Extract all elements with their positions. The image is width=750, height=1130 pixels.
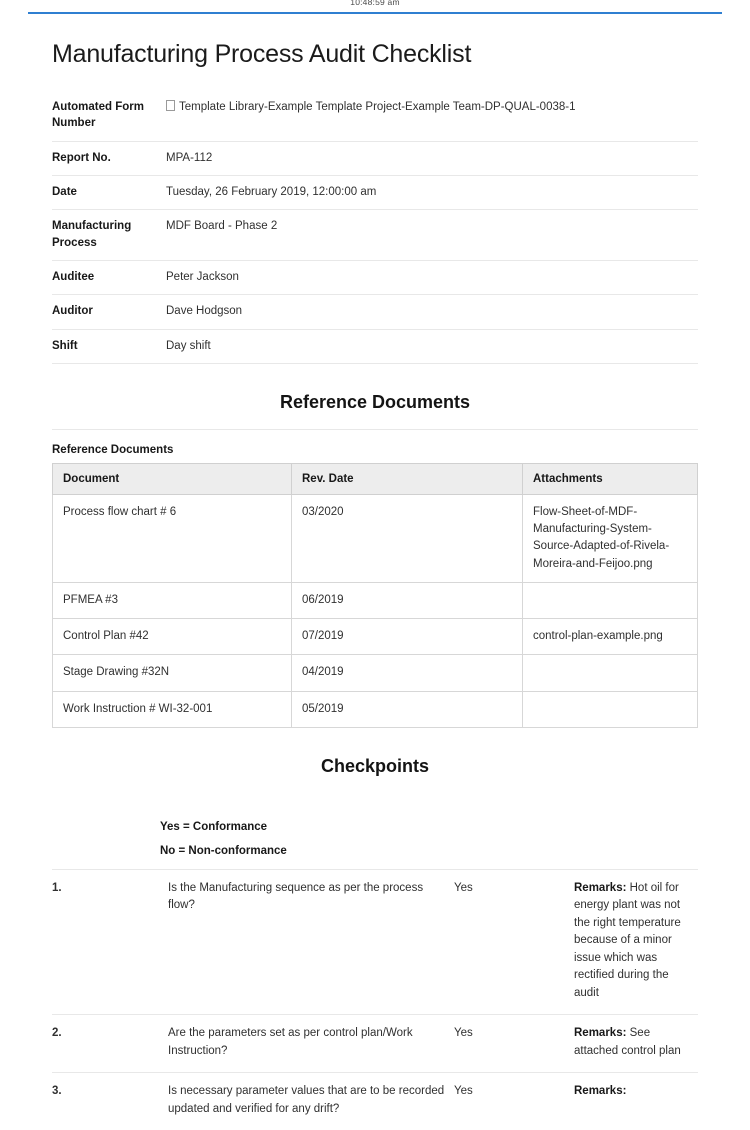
meta-value: MPA-112 [166,141,698,175]
remarks-label: Remarks: [574,1027,627,1040]
remarks-text: Hot oil for energy plant was not the right temperature because of a minor issue which was rectified during the audit [574,881,681,999]
column-header-document: Document [53,463,292,494]
table-row [53,655,698,691]
table-row [53,494,698,582]
column-header-rev-date: Rev. Date [292,463,523,494]
reference-documents-table [52,463,698,728]
meta-label: Auditee [52,260,166,294]
table-row [53,691,698,727]
legend-yes: Yes = Conformance [160,820,268,833]
cell-document: Process flow chart # 6 [53,494,292,582]
legend-no: No = Non-conformance [160,844,287,857]
cell-attachments: Flow-Sheet-of-MDF-Manufacturing-System-Source-Adapted-of-Rivela-Moreira-and-Feijoo.png [523,494,698,582]
meta-value: Dave Hodgson [166,295,698,329]
meta-value [166,91,698,141]
cell-attachments: control-plan-example.png [523,619,698,655]
cell-attachments [523,691,698,727]
checkpoint-number: 1. [52,869,168,1014]
meta-value: MDF Board - Phase 2 [166,210,698,261]
table-row [53,582,698,618]
table-row [52,329,698,363]
checkpoint-answer: Yes [454,1073,574,1130]
checkpoint-remarks [574,869,698,1014]
checkpoint-number: 2. [52,1015,168,1073]
checkpoint-remarks [574,1015,698,1073]
remarks-text: See attached control plan [574,1027,681,1057]
table-row [52,295,698,329]
remarks-label: Remarks: [574,881,627,894]
remarks-label: Remarks: [574,1085,627,1098]
table-row [52,869,698,1014]
print-timestamp: 10:48:59 am [350,0,400,6]
checkpoint-question: Is the Manufacturing sequence as per the process flow? [168,869,454,1014]
meta-label: Automated Form Number [52,91,166,141]
meta-value: Peter Jackson [166,260,698,294]
meta-value-text: Template Library-Example Template Project-Example Team-DP-QUAL-0038-1 [179,101,576,113]
cell-rev-date: 07/2019 [292,619,523,655]
checkpoints-heading: Checkpoints [320,755,430,776]
meta-label: Date [52,175,166,209]
table-row [53,619,698,655]
cell-attachments [523,655,698,691]
table-row [52,91,698,141]
table-row [52,260,698,294]
checkpoint-answer: Yes [454,869,574,1014]
missing-glyph-icon [166,100,175,111]
checkpoint-number: 3. [52,1073,168,1130]
reference-table-caption: Reference Documents [52,443,174,456]
meta-label: Auditor [52,295,166,329]
document-body [0,30,750,1130]
meta-value: Day shift [166,329,698,363]
cell-document: PFMEA #3 [53,582,292,618]
table-row [52,1073,698,1130]
cell-rev-date: 05/2019 [292,691,523,727]
form-meta-table [52,91,698,364]
meta-label: Report No. [52,141,166,175]
meta-value: Tuesday, 26 February 2019, 12:00:00 am [166,175,698,209]
header-divider-rule [28,12,722,14]
meta-label: Shift [52,329,166,363]
checkpoints-table [52,869,698,1130]
cell-document: Control Plan #42 [53,619,292,655]
table-row [52,1015,698,1073]
table-row [52,141,698,175]
checkpoint-question: Are the parameters set as per control plan/Work Instruction? [168,1015,454,1073]
table-row [52,175,698,209]
meta-label: Manufacturing Process [52,210,166,261]
checkpoints-legend [160,821,698,857]
reference-documents-heading: Reference Documents [52,392,698,430]
cell-document: Work Instruction # WI-32-001 [53,691,292,727]
cell-document: Stage Drawing #32N [53,655,292,691]
checkpoint-question: Is necessary parameter values that are to be recorded updated and verified for any drift? [168,1073,454,1130]
cell-rev-date: 03/2020 [292,494,523,582]
checkpoint-remarks [574,1073,698,1130]
page-title: Manufacturing Process Audit Checklist [52,40,472,68]
table-header-row [53,463,698,494]
table-row [52,210,698,261]
cell-rev-date: 06/2019 [292,582,523,618]
column-header-attachments: Attachments [523,463,698,494]
cell-rev-date: 04/2019 [292,655,523,691]
cell-attachments [523,582,698,618]
checkpoint-answer: Yes [454,1015,574,1073]
